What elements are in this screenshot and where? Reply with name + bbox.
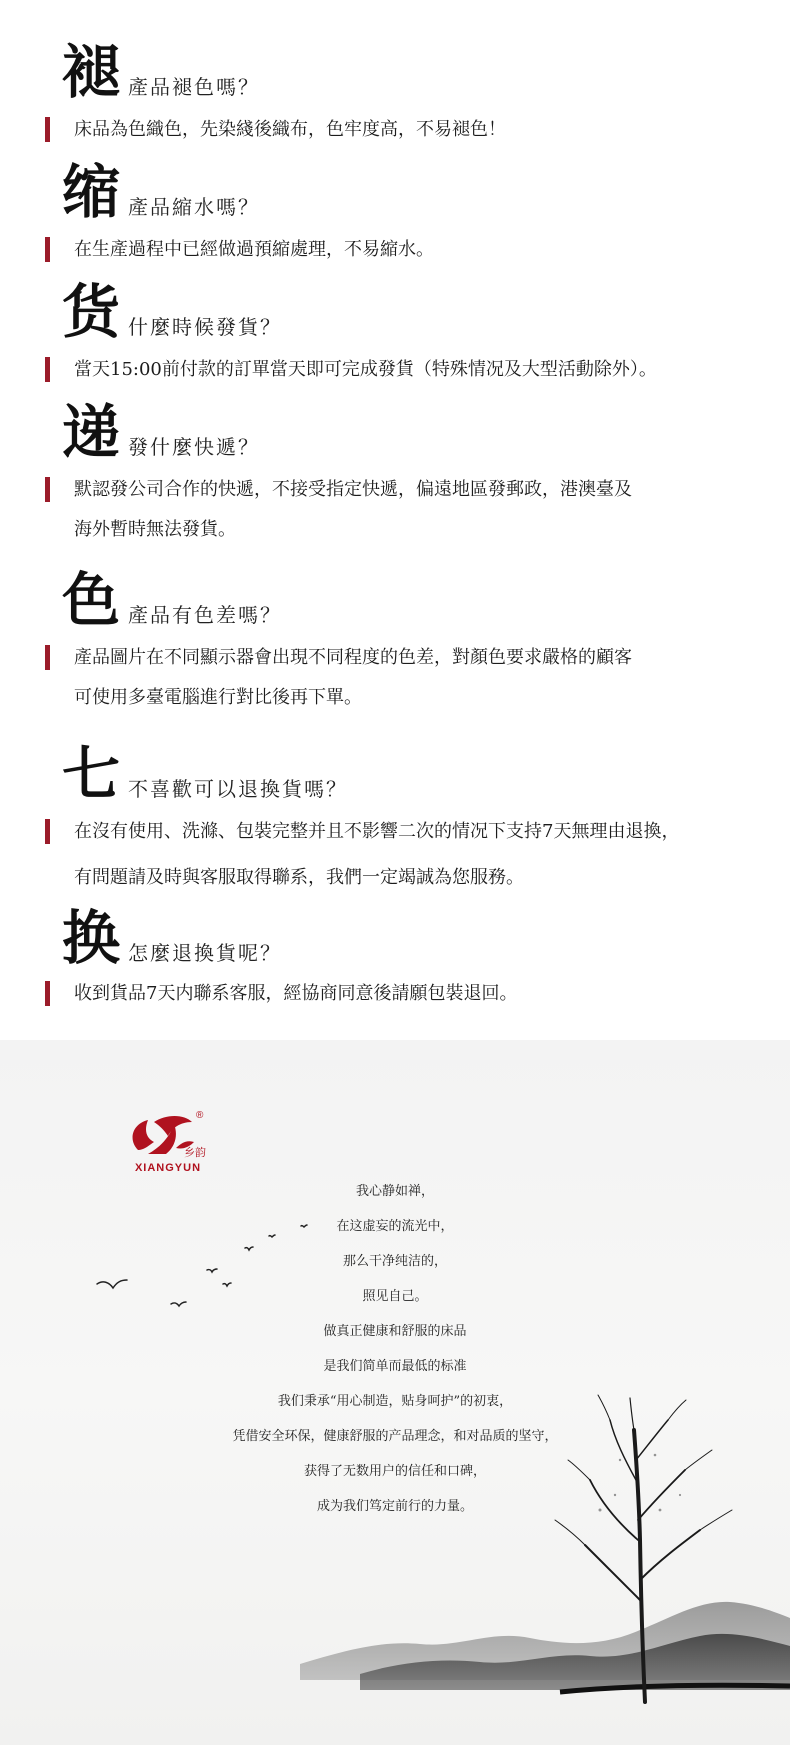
answer-line: 當天15:00前付款的訂單當天即可完成發貨（特殊情况及大型活動除外）。 bbox=[74, 359, 657, 380]
faq-question: 不喜歡可以退換貨嗎？ bbox=[128, 777, 348, 801]
poem-line: 我们秉承“用心制造，贴身呵护”的初衷， bbox=[277, 1394, 513, 1409]
faq-heading bbox=[62, 160, 762, 224]
faq-heading bbox=[62, 906, 762, 970]
logo-text: XIANGYUN bbox=[134, 1162, 202, 1174]
faq-heading bbox=[62, 40, 762, 104]
answer-line: 海外暫時無法發貨。 bbox=[74, 519, 236, 540]
faq-question: 發什麼快遞？ bbox=[128, 435, 260, 459]
poem-line: 我心静如禅， bbox=[355, 1184, 434, 1199]
answer-line: 可使用多臺電腦進行對比後再下單。 bbox=[74, 687, 362, 708]
faq-big-char: 色 bbox=[62, 566, 121, 634]
faq-question: 產品褪色嗎？ bbox=[128, 75, 260, 99]
answer-line: 默認發公司合作的快遞，不接受指定快遞，偏遠地區發郵政，港澳臺及 bbox=[74, 479, 632, 500]
answer-line: 在生產過程中已經做過預縮處理，不易縮水。 bbox=[74, 239, 434, 260]
faq-question: 產品縮水嗎？ bbox=[128, 195, 260, 219]
answer-line: 收到貨品7天内聯系客服，經協商同意後請願包裝退回。 bbox=[74, 983, 518, 1004]
poem-line: 那么干净纯洁的， bbox=[342, 1254, 447, 1269]
faq-heading bbox=[62, 280, 762, 344]
answer-line: 產品圖片在不同顯示器會出現不同程度的色差，對顏色要求嚴格的顧客 bbox=[74, 647, 632, 668]
faq-question: 怎麼退換貨呢？ bbox=[128, 941, 282, 965]
answer-line: 有問題請及時與客服取得聯系，我們一定竭誠為您服務。 bbox=[74, 867, 524, 888]
faq-big-char: 递 bbox=[62, 398, 121, 466]
faq-question: 什麼時候發貨？ bbox=[128, 315, 282, 339]
answer-accent-bar bbox=[45, 357, 50, 382]
answer-line: 在沒有使用、洗滌、包裝完整并且不影響二次的情况下支持7天無理由退換， bbox=[74, 821, 680, 842]
faq-big-char: 缩 bbox=[62, 158, 121, 226]
logo-cn-text: 乡韵 bbox=[184, 1146, 206, 1159]
faq-big-char: 货 bbox=[62, 278, 121, 346]
poem-line: 凭借安全环保，健康舒服的产品理念，和对品质的坚守， bbox=[232, 1429, 558, 1444]
answer-line: 床品為色織色，先染綫後織布，色牢度高，不易褪色！ bbox=[74, 119, 506, 140]
poem-line: 照见自己。 bbox=[362, 1289, 428, 1304]
poem-line: 获得了无数用户的信任和口碑， bbox=[303, 1464, 486, 1479]
faq-question: 產品有色差嗎？ bbox=[128, 603, 282, 627]
faq-big-char: 七 bbox=[62, 740, 121, 808]
poem-line: 做真正健康和舒服的床品 bbox=[323, 1324, 467, 1339]
faq-big-char: 换 bbox=[62, 904, 121, 972]
brand-section bbox=[0, 1040, 790, 1745]
faq-heading bbox=[62, 742, 762, 806]
answer-accent-bar bbox=[45, 477, 50, 502]
registered-mark: ® bbox=[196, 1110, 204, 1121]
poem-line: 成为我们笃定前行的力量。 bbox=[316, 1499, 473, 1514]
poem-line: 在这虚妄的流光中， bbox=[336, 1219, 454, 1234]
answer-accent-bar bbox=[45, 981, 50, 1006]
answer-accent-bar bbox=[45, 819, 50, 844]
faq-big-char: 褪 bbox=[62, 38, 121, 106]
poem-line: 是我们简单而最低的标准 bbox=[323, 1359, 467, 1374]
answer-accent-bar bbox=[45, 645, 50, 670]
answer-accent-bar bbox=[45, 117, 50, 142]
answer-accent-bar bbox=[45, 237, 50, 262]
faq-heading bbox=[62, 400, 762, 464]
faq-heading bbox=[62, 568, 762, 632]
